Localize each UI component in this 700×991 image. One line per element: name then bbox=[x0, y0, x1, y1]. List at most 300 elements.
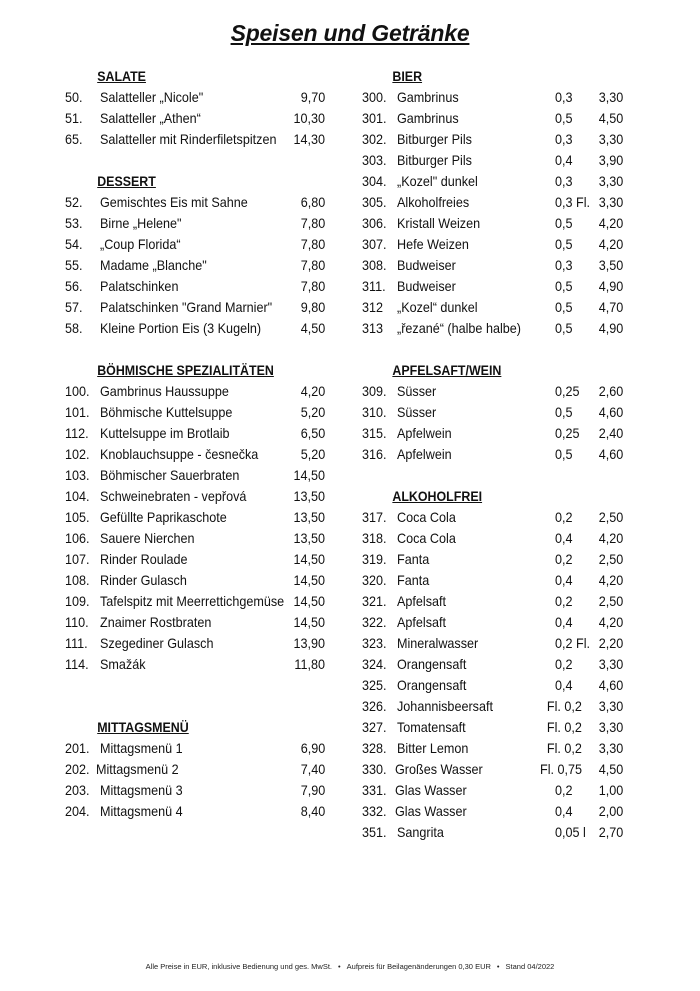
item-number: 306. bbox=[362, 215, 387, 231]
menu-item bbox=[362, 696, 637, 717]
item-price: 2,00 bbox=[598, 803, 623, 819]
menu-item bbox=[65, 423, 335, 444]
item-number: 321. bbox=[362, 593, 387, 609]
item-quantity: 0,5 bbox=[555, 236, 573, 252]
item-number: 317. bbox=[362, 509, 387, 525]
item-quantity: 0,5 bbox=[555, 404, 573, 420]
menu-item bbox=[362, 192, 637, 213]
item-number: 351. bbox=[362, 824, 387, 840]
item-price: 2,70 bbox=[598, 824, 623, 840]
item-name: Fanta bbox=[397, 551, 430, 567]
item-price: 4,20 bbox=[598, 614, 623, 630]
item-number: 111. bbox=[65, 635, 88, 651]
item-number: 311. bbox=[362, 278, 386, 294]
item-quantity: 0,5 bbox=[555, 320, 573, 336]
section-alkoholfrei bbox=[362, 486, 637, 843]
item-price: 14,50 bbox=[293, 551, 325, 567]
item-number: 52. bbox=[65, 194, 83, 210]
section-heading: APFELSAFT/WEIN bbox=[392, 363, 502, 378]
item-name: Knoblauchsuppe - česnečka bbox=[100, 446, 259, 462]
menu-item bbox=[65, 507, 335, 528]
item-name: Apfelsaft bbox=[397, 614, 447, 630]
item-price: 5,20 bbox=[300, 404, 325, 420]
menu-item bbox=[362, 780, 637, 801]
item-price: 4,70 bbox=[598, 299, 623, 315]
menu-item bbox=[362, 633, 637, 654]
item-number: 55. bbox=[65, 257, 83, 273]
item-price: 4,60 bbox=[598, 446, 623, 462]
item-name: Sangrita bbox=[397, 824, 444, 840]
menu-item bbox=[362, 738, 637, 759]
item-price: 3,30 bbox=[598, 740, 623, 756]
item-number: 331. bbox=[362, 782, 387, 798]
item-price: 5,20 bbox=[300, 446, 325, 462]
spacer bbox=[362, 465, 637, 486]
item-price: 2,60 bbox=[598, 383, 623, 399]
menu-item bbox=[65, 612, 335, 633]
section-heading: ALKOHOLFREI bbox=[392, 489, 483, 504]
item-name: Mittagsmenü 3 bbox=[100, 782, 183, 798]
item-number: 102. bbox=[65, 446, 90, 462]
menu-item bbox=[65, 192, 335, 213]
menu-item bbox=[362, 171, 637, 192]
section-heading: DESSERT bbox=[97, 174, 156, 189]
item-name: Johannisbeersaft bbox=[397, 698, 493, 714]
section-heading: BÖHMISCHE SPEZIALITÄTEN bbox=[97, 363, 274, 378]
item-price: 13,90 bbox=[293, 635, 325, 651]
item-number: 332. bbox=[362, 803, 387, 819]
item-name: Süsser bbox=[397, 404, 437, 420]
menu-item bbox=[362, 423, 637, 444]
menu-item bbox=[362, 129, 637, 150]
item-name: Palatschinken "Grand Marnier" bbox=[100, 299, 273, 315]
menu-item bbox=[362, 276, 637, 297]
menu-item bbox=[65, 444, 335, 465]
item-price: 14,50 bbox=[293, 467, 325, 483]
section-boehmische-spezialitaeten bbox=[65, 360, 335, 675]
item-name: Palatschinken bbox=[100, 278, 179, 294]
item-name: Hefe Weizen bbox=[397, 236, 469, 252]
item-number: 112. bbox=[65, 425, 89, 441]
menu-item bbox=[65, 549, 335, 570]
item-price: 4,60 bbox=[598, 404, 623, 420]
item-number: 105. bbox=[65, 509, 90, 525]
item-price: 14,50 bbox=[293, 614, 325, 630]
item-number: 303. bbox=[362, 152, 387, 168]
item-name: Orangensaft bbox=[397, 656, 467, 672]
item-number: 320. bbox=[362, 572, 387, 588]
item-name: Salatteller mit Rinderfiletspitzen bbox=[100, 131, 277, 147]
menu-item bbox=[362, 234, 637, 255]
menu-item bbox=[362, 402, 637, 423]
menu-item bbox=[65, 780, 335, 801]
menu-item bbox=[65, 381, 335, 402]
page-title: Speisen und Getränke bbox=[230, 20, 470, 46]
item-quantity: 0,3 bbox=[555, 131, 573, 147]
item-price: 7,80 bbox=[300, 257, 325, 273]
item-price: 2,20 bbox=[598, 635, 623, 651]
item-price: 14,50 bbox=[293, 572, 325, 588]
item-name: Znaimer Rostbraten bbox=[100, 614, 212, 630]
section-heading: MITTAGSMENÜ bbox=[97, 720, 189, 735]
item-name: Tomatensaft bbox=[397, 719, 466, 735]
item-price: 2,50 bbox=[598, 509, 623, 525]
item-price: 2,50 bbox=[598, 593, 623, 609]
item-price: 4,20 bbox=[598, 215, 623, 231]
item-name: Mittagsmenü 4 bbox=[100, 803, 183, 819]
menu-item bbox=[65, 276, 335, 297]
menu-item bbox=[65, 759, 335, 780]
item-number: 202. bbox=[65, 761, 90, 777]
item-name: Glas Wasser bbox=[395, 782, 467, 798]
item-name: Bitter Lemon bbox=[397, 740, 469, 756]
item-number: 322. bbox=[362, 614, 387, 630]
item-price: 7,40 bbox=[300, 761, 325, 777]
item-price: 3,30 bbox=[598, 719, 623, 735]
item-price: 2,40 bbox=[598, 425, 623, 441]
section-dessert bbox=[65, 171, 335, 339]
drinks-column bbox=[362, 66, 637, 843]
item-price: 7,80 bbox=[300, 278, 325, 294]
item-price: 4,20 bbox=[598, 530, 623, 546]
item-quantity: 0,4 bbox=[555, 152, 573, 168]
item-number: 203. bbox=[65, 782, 90, 798]
menu-item bbox=[65, 87, 335, 108]
item-number: 315. bbox=[362, 425, 387, 441]
item-price: 14,30 bbox=[293, 131, 325, 147]
item-quantity: 0,3 bbox=[555, 173, 573, 189]
item-number: 308. bbox=[362, 257, 387, 273]
menu-item bbox=[65, 465, 335, 486]
item-name: Kleine Portion Eis (3 Kugeln) bbox=[100, 320, 262, 336]
item-price: 3,90 bbox=[598, 152, 623, 168]
item-price: 4,90 bbox=[598, 320, 623, 336]
footer-date: Stand 04/2022 bbox=[505, 962, 555, 971]
item-number: 327. bbox=[362, 719, 387, 735]
item-number: 65. bbox=[65, 131, 83, 147]
item-price: 6,80 bbox=[300, 194, 325, 210]
menu-item bbox=[362, 675, 637, 696]
section-mittagsmenue bbox=[65, 717, 335, 822]
item-number: 309. bbox=[362, 383, 387, 399]
menu-item bbox=[362, 591, 637, 612]
menu-item bbox=[65, 297, 335, 318]
item-name: „Coup Florida“ bbox=[100, 236, 181, 252]
item-price: 7,90 bbox=[300, 782, 325, 798]
food-column bbox=[65, 66, 335, 822]
item-quantity: 0,2 bbox=[555, 656, 573, 672]
item-name: Schweinebraten - vepřová bbox=[100, 488, 247, 504]
spacer bbox=[65, 150, 335, 171]
item-name: Salatteller „Nicole" bbox=[100, 89, 204, 105]
item-number: 53. bbox=[65, 215, 83, 231]
menu-item bbox=[65, 129, 335, 150]
item-number: 325. bbox=[362, 677, 387, 693]
item-name: Tafelspitz mit Meerrettichgemüse bbox=[100, 593, 285, 609]
item-price: 3,50 bbox=[598, 257, 623, 273]
item-number: 114. bbox=[65, 656, 89, 672]
item-name: Alkoholfreies bbox=[397, 194, 470, 210]
item-name: Böhmische Kuttelsuppe bbox=[100, 404, 233, 420]
menu-item bbox=[362, 255, 637, 276]
item-quantity: 0,2 Fl. bbox=[555, 635, 591, 651]
item-number: 103. bbox=[65, 467, 90, 483]
item-name: Mittagsmenü 1 bbox=[100, 740, 183, 756]
item-price: 4,50 bbox=[300, 320, 325, 336]
item-quantity: 0,3 bbox=[555, 257, 573, 273]
item-number: 106. bbox=[65, 530, 90, 546]
item-quantity: 0,2 bbox=[555, 551, 573, 567]
item-name: „Kozel" dunkel bbox=[397, 173, 478, 189]
item-number: 301. bbox=[362, 110, 387, 126]
item-quantity: 0,4 bbox=[555, 530, 573, 546]
item-name: Coca Cola bbox=[397, 530, 456, 546]
footer-separator: • bbox=[496, 962, 500, 971]
item-number: 50. bbox=[65, 89, 83, 105]
item-number: 107. bbox=[65, 551, 90, 567]
item-number: 300. bbox=[362, 89, 387, 105]
menu-item bbox=[65, 486, 335, 507]
item-quantity: 0,4 bbox=[555, 677, 573, 693]
item-quantity: Fl. 0,2 bbox=[546, 719, 582, 735]
item-name: Böhmischer Sauerbraten bbox=[100, 467, 240, 483]
item-price: 4,50 bbox=[598, 761, 623, 777]
item-number: 101. bbox=[65, 404, 90, 420]
item-number: 307. bbox=[362, 236, 387, 252]
menu-item bbox=[362, 318, 637, 339]
item-name: Großes Wasser bbox=[395, 761, 483, 777]
item-price: 3,30 bbox=[598, 173, 623, 189]
item-name: Kuttelsuppe im Brotlaib bbox=[100, 425, 230, 441]
item-name: Sauere Nierchen bbox=[100, 530, 195, 546]
item-number: 51. bbox=[65, 110, 83, 126]
menu-item bbox=[362, 612, 637, 633]
menu-item bbox=[362, 108, 637, 129]
item-number: 110. bbox=[65, 614, 89, 630]
item-name: Salatteller „Athen“ bbox=[100, 110, 201, 126]
menu-item bbox=[362, 528, 637, 549]
item-number: 201. bbox=[65, 740, 90, 756]
menu-item bbox=[65, 234, 335, 255]
item-number: 109. bbox=[65, 593, 90, 609]
item-quantity: 0,4 bbox=[555, 572, 573, 588]
item-price: 4,60 bbox=[598, 677, 623, 693]
item-number: 56. bbox=[65, 278, 83, 294]
menu-item bbox=[65, 633, 335, 654]
item-quantity: 0,5 bbox=[555, 278, 573, 294]
item-number: 312 bbox=[362, 299, 384, 315]
item-price: 3,30 bbox=[598, 89, 623, 105]
item-name: Apfelwein bbox=[397, 425, 452, 441]
item-name: Gemischtes Eis mit Sahne bbox=[100, 194, 248, 210]
item-quantity: 0,2 bbox=[555, 509, 573, 525]
menu-item bbox=[65, 591, 335, 612]
menu-item bbox=[362, 822, 637, 843]
item-price: 9,80 bbox=[300, 299, 325, 315]
item-name: Süsser bbox=[397, 383, 437, 399]
item-quantity: 0,2 bbox=[555, 782, 573, 798]
menu-item bbox=[65, 318, 335, 339]
spacer bbox=[362, 339, 637, 360]
item-name: Apfelwein bbox=[397, 446, 452, 462]
menu-item bbox=[362, 444, 637, 465]
item-number: 302. bbox=[362, 131, 387, 147]
item-name: Gambrinus Haussuppe bbox=[100, 383, 229, 399]
menu-item bbox=[65, 738, 335, 759]
item-quantity: 0,5 bbox=[555, 299, 573, 315]
item-number: 313 bbox=[362, 320, 384, 336]
item-name: Glas Wasser bbox=[395, 803, 467, 819]
item-name: Budweiser bbox=[397, 257, 456, 273]
menu-item bbox=[362, 654, 637, 675]
item-price: 1,00 bbox=[598, 782, 623, 798]
menu-item bbox=[362, 801, 637, 822]
item-price: 7,80 bbox=[300, 215, 325, 231]
item-number: 326. bbox=[362, 698, 387, 714]
menu-item bbox=[362, 213, 637, 234]
section-heading: BIER bbox=[392, 69, 423, 84]
item-number: 104. bbox=[65, 488, 90, 504]
menu-item bbox=[65, 255, 335, 276]
item-quantity: 0,05 l bbox=[555, 824, 586, 840]
item-number: 319. bbox=[362, 551, 387, 567]
item-price: 9,70 bbox=[300, 89, 325, 105]
menu-item bbox=[65, 801, 335, 822]
item-name: Szegediner Gulasch bbox=[100, 635, 214, 651]
item-price: 4,20 bbox=[300, 383, 325, 399]
footer-prices-note: Alle Preise in EUR, inklusive Bedienung und ges. MwSt. bbox=[145, 962, 332, 971]
menu-item bbox=[362, 759, 637, 780]
item-number: 100. bbox=[65, 383, 90, 399]
item-name: „řezané“ (halbe halbe) bbox=[397, 320, 521, 336]
item-name: „Kozel“ dunkel bbox=[397, 299, 478, 315]
item-name: Bitburger Pils bbox=[397, 131, 472, 147]
spacer bbox=[65, 675, 335, 717]
menu-item bbox=[65, 654, 335, 675]
item-quantity: 0,2 bbox=[555, 593, 573, 609]
item-price: 3,30 bbox=[598, 194, 623, 210]
item-quantity: Fl. 0,2 bbox=[546, 740, 582, 756]
item-quantity: 0,5 bbox=[555, 110, 573, 126]
item-quantity: 0,5 bbox=[555, 215, 573, 231]
section-heading: SALATE bbox=[97, 69, 146, 84]
item-number: 58. bbox=[65, 320, 83, 336]
item-quantity: 0,4 bbox=[555, 803, 573, 819]
item-name: Gefüllte Paprikaschote bbox=[100, 509, 227, 525]
item-name: Madame „Blanche" bbox=[100, 257, 207, 273]
item-price: 13,50 bbox=[293, 488, 325, 504]
item-name: Apfelsaft bbox=[397, 593, 447, 609]
item-quantity: 0,5 bbox=[555, 446, 573, 462]
footer-surcharge-note: Aufpreis für Beilagenänderungen 0,30 EUR bbox=[346, 962, 491, 971]
section-apfelsaft-wein bbox=[362, 360, 637, 465]
menu-item bbox=[362, 717, 637, 738]
footer-note bbox=[0, 962, 700, 971]
item-number: 328. bbox=[362, 740, 387, 756]
item-name: Kristall Weizen bbox=[397, 215, 481, 231]
item-number: 323. bbox=[362, 635, 387, 651]
item-quantity: 0,4 bbox=[555, 614, 573, 630]
item-price: 14,50 bbox=[293, 593, 325, 609]
item-quantity: 0,25 bbox=[555, 383, 580, 399]
item-price: 6,50 bbox=[300, 425, 325, 441]
item-price: 3,30 bbox=[598, 698, 623, 714]
menu-item bbox=[362, 549, 637, 570]
item-number: 304. bbox=[362, 173, 387, 189]
item-number: 310. bbox=[362, 404, 387, 420]
menu-item bbox=[362, 87, 637, 108]
item-quantity: 0,25 bbox=[555, 425, 580, 441]
item-price: 4,90 bbox=[598, 278, 623, 294]
item-name: Orangensaft bbox=[397, 677, 467, 693]
item-price: 2,50 bbox=[598, 551, 623, 567]
menu-item bbox=[65, 570, 335, 591]
item-quantity: 0,3 Fl. bbox=[555, 194, 591, 210]
menu-item bbox=[65, 528, 335, 549]
menu-item bbox=[65, 213, 335, 234]
menu-item bbox=[362, 507, 637, 528]
menu-item bbox=[362, 297, 637, 318]
item-price: 7,80 bbox=[300, 236, 325, 252]
item-number: 54. bbox=[65, 236, 83, 252]
item-number: 316. bbox=[362, 446, 387, 462]
menu-item bbox=[362, 381, 637, 402]
item-price: 10,30 bbox=[293, 110, 325, 126]
menu-item bbox=[65, 402, 335, 423]
item-price: 4,20 bbox=[598, 236, 623, 252]
spacer bbox=[65, 339, 335, 360]
menu-item bbox=[362, 570, 637, 591]
item-price: 4,50 bbox=[598, 110, 623, 126]
item-name: Mittagsmenü 2 bbox=[96, 761, 179, 777]
item-quantity: Fl. 0,75 bbox=[540, 761, 583, 777]
item-price: 11,80 bbox=[294, 656, 325, 672]
menu-item bbox=[362, 150, 637, 171]
item-price: 8,40 bbox=[300, 803, 325, 819]
item-number: 305. bbox=[362, 194, 387, 210]
item-price: 13,50 bbox=[293, 530, 325, 546]
item-number: 108. bbox=[65, 572, 90, 588]
item-price: 3,30 bbox=[598, 131, 623, 147]
item-quantity: Fl. 0,2 bbox=[546, 698, 582, 714]
item-quantity: 0,3 bbox=[555, 89, 573, 105]
item-number: 57. bbox=[65, 299, 83, 315]
item-number: 204. bbox=[65, 803, 90, 819]
item-number: 318. bbox=[362, 530, 387, 546]
item-price: 4,20 bbox=[598, 572, 623, 588]
item-name: Fanta bbox=[397, 572, 430, 588]
item-name: Coca Cola bbox=[397, 509, 456, 525]
item-name: Mineralwasser bbox=[397, 635, 479, 651]
item-name: Gambrinus bbox=[397, 110, 459, 126]
item-name: Rinder Roulade bbox=[100, 551, 188, 567]
item-price: 13,50 bbox=[293, 509, 325, 525]
item-price: 3,30 bbox=[598, 656, 623, 672]
section-bier bbox=[362, 66, 637, 339]
item-name: Bitburger Pils bbox=[397, 152, 472, 168]
item-name: Birne „Helene" bbox=[100, 215, 182, 231]
section-salate bbox=[65, 66, 335, 150]
item-name: Budweiser bbox=[397, 278, 456, 294]
footer-separator: • bbox=[338, 962, 341, 971]
item-name: Smažák bbox=[100, 656, 146, 672]
menu-item bbox=[65, 108, 335, 129]
item-name: Rinder Gulasch bbox=[100, 572, 187, 588]
item-number: 324. bbox=[362, 656, 387, 672]
item-price: 6,90 bbox=[300, 740, 325, 756]
item-number: 330. bbox=[362, 761, 387, 777]
item-name: Gambrinus bbox=[397, 89, 459, 105]
